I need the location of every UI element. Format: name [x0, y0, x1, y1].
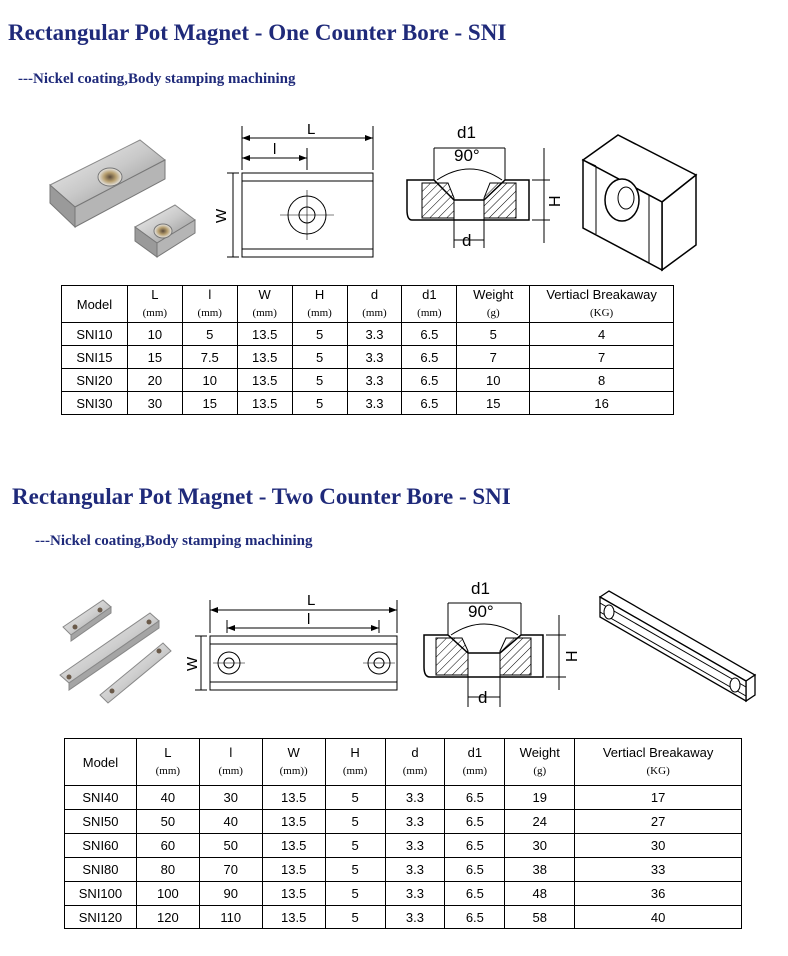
table-cell: 15: [127, 346, 182, 369]
section-view-drawing-two-bore: [416, 575, 586, 715]
table-cell: 13.5: [237, 392, 292, 415]
table-cell: 6.5: [445, 906, 505, 929]
header-cell-model: Model: [62, 286, 128, 323]
header-cell-weight: Weight (g): [457, 286, 530, 323]
table-cell: 3.3: [385, 786, 445, 810]
table-cell: 80: [136, 858, 199, 882]
header-cell-breakaway: Vertiacl Breakaway (KG): [575, 739, 742, 786]
table-cell: 5: [292, 323, 347, 346]
table-cell: 13.5: [262, 906, 325, 929]
dim-H-label: H: [547, 195, 564, 207]
table-cell: 70: [199, 858, 262, 882]
dim-angle-label-2: 90°: [468, 602, 494, 621]
table-cell: 50: [199, 834, 262, 858]
table-cell: 6.5: [402, 323, 457, 346]
table-row: [65, 906, 742, 929]
table-cell: 6.5: [402, 369, 457, 392]
table-header-row: [65, 739, 742, 786]
dim-angle-label: 90°: [454, 146, 480, 165]
table-cell: 5: [325, 906, 385, 929]
table-row: [65, 810, 742, 834]
table-cell: 16: [530, 392, 674, 415]
header-cell-l: l (mm): [182, 286, 237, 323]
table-cell: 5: [325, 786, 385, 810]
table-cell: 4: [530, 323, 674, 346]
table-cell: 13.5: [237, 369, 292, 392]
table-cell: 40: [199, 810, 262, 834]
table-cell: 10: [457, 369, 530, 392]
table-cell: 5: [182, 323, 237, 346]
table-cell: 15: [182, 392, 237, 415]
top-view-drawing-two-bore: [184, 588, 402, 703]
table-cell: 7.5: [182, 346, 237, 369]
header-cell-W: W (mm): [237, 286, 292, 323]
table-cell: 5: [292, 369, 347, 392]
table-cell: 40: [136, 786, 199, 810]
table-cell: 6.5: [402, 392, 457, 415]
table-cell: 5: [325, 882, 385, 906]
table-cell: 13.5: [262, 810, 325, 834]
table-cell: SNI20: [62, 369, 128, 392]
table-cell: 19: [505, 786, 575, 810]
table-cell: 6.5: [445, 882, 505, 906]
table-cell: 10: [127, 323, 182, 346]
table-cell: SNI100: [65, 882, 137, 906]
header-cell-L: L (mm): [136, 739, 199, 786]
table-cell: 30: [127, 392, 182, 415]
table-cell: 5: [325, 810, 385, 834]
table-cell: SNI10: [62, 323, 128, 346]
table-cell: 13.5: [262, 882, 325, 906]
table-cell: 5: [292, 392, 347, 415]
table-cell: 3.3: [347, 392, 402, 415]
table-cell: 13.5: [262, 834, 325, 858]
table-cell: 8: [530, 369, 674, 392]
top-view-drawing-one-bore: [215, 118, 380, 268]
table-cell: SNI80: [65, 858, 137, 882]
table-cell: 7: [457, 346, 530, 369]
dim-d1-label: d1: [457, 123, 476, 142]
spec-table-one-bore: [61, 285, 674, 415]
table-cell: SNI15: [62, 346, 128, 369]
table-cell: 5: [325, 834, 385, 858]
table-cell: 58: [505, 906, 575, 929]
dim-d-label-2: d: [478, 688, 488, 707]
header-cell-W: W (mm)): [262, 739, 325, 786]
table-cell: 27: [575, 810, 742, 834]
table-cell: 100: [136, 882, 199, 906]
table-cell: 50: [136, 810, 199, 834]
table-cell: 3.3: [385, 882, 445, 906]
table-cell: 5: [292, 346, 347, 369]
header-cell-L: L (mm): [127, 286, 182, 323]
table-cell: 15: [457, 392, 530, 415]
table-cell: 110: [199, 906, 262, 929]
table-cell: 3.3: [385, 834, 445, 858]
header-cell-weight: Weight (g): [505, 739, 575, 786]
section1-subtitle: ---Nickel coating,Body stamping machining: [18, 71, 296, 87]
product-photo-two-bore: [55, 595, 175, 705]
table-cell: 13.5: [262, 858, 325, 882]
table-cell: 6.5: [445, 786, 505, 810]
table-cell: 3.3: [347, 346, 402, 369]
table-cell: 13.5: [237, 323, 292, 346]
section-view-drawing-one-bore: [402, 118, 572, 258]
table-cell: 6.5: [402, 346, 457, 369]
table-cell: 3.3: [385, 906, 445, 929]
header-cell-H: H (mm): [325, 739, 385, 786]
table-cell: 3.3: [347, 323, 402, 346]
table-cell: SNI120: [65, 906, 137, 929]
spec-table-two-bore: [64, 738, 742, 929]
table-cell: 6.5: [445, 834, 505, 858]
dim-d-label: d: [462, 231, 472, 250]
dim-l-label-2: l: [307, 611, 311, 628]
table-cell: 6.5: [445, 810, 505, 834]
table-cell: SNI30: [62, 392, 128, 415]
dim-d1-label-2: d1: [471, 579, 490, 598]
table-cell: 24: [505, 810, 575, 834]
table-cell: 7: [530, 346, 674, 369]
header-cell-d1: d1 (mm): [445, 739, 505, 786]
header-cell-l: l (mm): [199, 739, 262, 786]
table-cell: 33: [575, 858, 742, 882]
header-cell-H: H (mm): [292, 286, 347, 323]
table-cell: 36: [575, 882, 742, 906]
dim-W-label: W: [213, 208, 230, 223]
header-cell-d: d (mm): [347, 286, 402, 323]
dim-L-label: L: [307, 121, 316, 138]
table-row: [65, 882, 742, 906]
table-cell: 90: [199, 882, 262, 906]
table-cell: 40: [575, 906, 742, 929]
table-row: [62, 346, 674, 369]
table-cell: 48: [505, 882, 575, 906]
section2-subtitle: ---Nickel coating,Body stamping machining: [35, 533, 313, 549]
table-cell: 5: [325, 858, 385, 882]
table-cell: 6.5: [445, 858, 505, 882]
table-cell: 60: [136, 834, 199, 858]
section1-title: Rectangular Pot Magnet - One Counter Bore - SNI: [8, 20, 507, 45]
dim-W-label-2: W: [184, 656, 201, 671]
table-row: [65, 834, 742, 858]
iso-drawing-one-bore: [578, 130, 703, 275]
table-cell: SNI60: [65, 834, 137, 858]
table-cell: 13.5: [237, 346, 292, 369]
iso-drawing-two-bore: [595, 585, 760, 710]
table-cell: 30: [575, 834, 742, 858]
table-cell: 3.3: [385, 858, 445, 882]
header-cell-d1: d1 (mm): [402, 286, 457, 323]
header-cell-breakaway: Vertiacl Breakaway (KG): [530, 286, 674, 323]
product-photo-one-bore: [45, 135, 205, 270]
table-cell: 38: [505, 858, 575, 882]
table-cell: 13.5: [262, 786, 325, 810]
table-cell: SNI50: [65, 810, 137, 834]
dim-H-label-2: H: [564, 650, 581, 662]
table-cell: 20: [127, 369, 182, 392]
table-header-row: [62, 286, 674, 323]
table-cell: 30: [199, 786, 262, 810]
table-cell: 3.3: [385, 810, 445, 834]
header-cell-d: d (mm): [385, 739, 445, 786]
table-cell: 17: [575, 786, 742, 810]
table-row: [65, 858, 742, 882]
table-row: [62, 392, 674, 415]
table-cell: 120: [136, 906, 199, 929]
table-row: [62, 323, 674, 346]
table-cell: 10: [182, 369, 237, 392]
table-row: [65, 786, 742, 810]
dim-l-label: l: [273, 141, 277, 158]
table-cell: SNI40: [65, 786, 137, 810]
table-cell: 3.3: [347, 369, 402, 392]
table-cell: 5: [457, 323, 530, 346]
table-row: [62, 369, 674, 392]
table-cell: 30: [505, 834, 575, 858]
dim-L-label-2: L: [307, 592, 316, 609]
header-cell-model: Model: [65, 739, 137, 786]
section2-title: Rectangular Pot Magnet - Two Counter Bore - SNI: [12, 484, 511, 509]
